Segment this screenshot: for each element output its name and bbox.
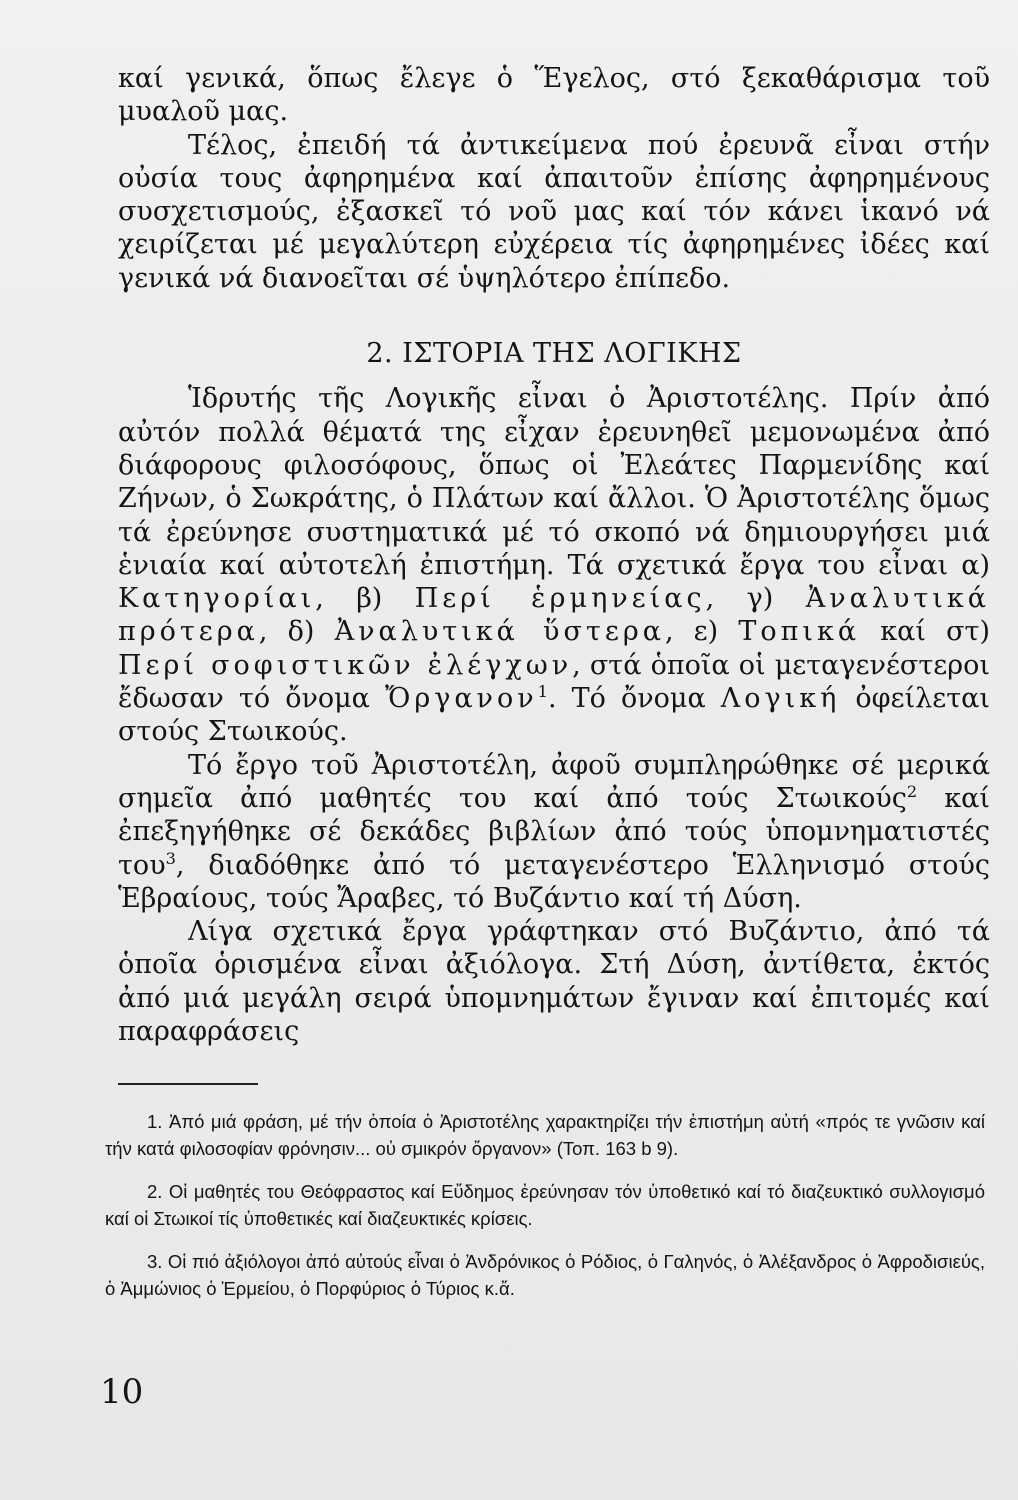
text: ὀφείλεται στούς Στωικούς. bbox=[118, 683, 990, 748]
paragraph-1: καί γενικά, ὅπως ἔλεγε ὁ Ἕγελος, στό ξεκαθάρισμα τοῦ μυαλοῦ μας. bbox=[118, 63, 990, 128]
footnote-ref: 3 bbox=[165, 848, 176, 868]
term: Λογική bbox=[720, 683, 841, 715]
text: , διαδόθηκε ἀπό τό μεταγενέστερο Ἑλληνισμό στούς Ἑβραίους, τούς Ἄραβες, τό Βυζάντιο καί τή Δύση. bbox=[118, 849, 990, 914]
footnote-1: 1. Ἀπό μιά φράση, μέ τήν ὁποία ὁ Ἀριστοτέλης χαρακτηρίζει τήν ἐπιστήμη αὐτή «πρός τε γνῶσιν καί τήν κατά φιλοσοφίαν φρόνησιν... οὐ σμικρόν ὄργανον» (Τοπ. 163 b 9). bbox=[105, 1111, 985, 1159]
footnote-2: 2. Οἱ μαθητές του Θεόφραστος καί Εὔδημος ἐρεύνησαν τόν ὑποθετικό καί τό διαζευκτικό συλλογισμό καί οἱ Στωικοί τίς ὑποθετικές καί διαζευκτικές κρίσεις. bbox=[105, 1181, 985, 1229]
footnote-ref: 1 bbox=[537, 682, 548, 702]
paragraph-3 bbox=[118, 382, 990, 748]
text: , β) bbox=[315, 583, 415, 615]
text: . Τό ὄνομα bbox=[547, 683, 721, 715]
paragraph-2: Τέλος, ἐπειδή τά ἀντικείμενα πού ἐρευνᾶ εἶναι στήν οὐσία τους ἀφηρημένα καί ἀπαιτοῦν ἐπίσης ἀφηρημένους συσχετισμούς, ἐξασκεῖ τό νοῦ μας καί τόν κάνει ἱκανό νά χειρίζεται μέ μεγαλύτερη εὐχέρεια τίς ἀφηρημένες ἰδέες καί γενικά νά διανοεῖται σέ ὑψηλότερο ἐπίπεδο. bbox=[118, 129, 990, 294]
work-title: Τοπικά bbox=[738, 616, 861, 648]
work-title: Ὄργανον bbox=[385, 683, 538, 715]
text: Τό ἔργο τοῦ Ἀριστοτέλη, ἀφοῦ συμπληρώθηκε σέ μερικά σημεῖα ἀπό μαθητές του καί ἀπό τούς Στωικούς bbox=[118, 749, 990, 814]
work-title: Κατηγορίαι bbox=[118, 583, 316, 615]
footnote-3: 3. Οἱ πιό ἀξιόλογοι ἀπό αὐτούς εἶναι ὁ Ἀνδρόνικος ὁ Ρόδιος, ὁ Γαληνός, ὁ Ἀλέξανδρος ὁ Ἀφροδισιεύς, ὁ Ἀμμώνιος ὁ Ἑρμείου, ὁ Πορφύριος ὁ Τύριος κ.ἄ. bbox=[105, 1251, 985, 1299]
text: , ε) bbox=[664, 616, 739, 648]
text: καί ἐπεξηγήθηκε σέ δεκάδες βιβλίων ἀπό τούς ὑπομνηματιστές του bbox=[118, 782, 991, 881]
paragraph-5: Λίγα σχετικά ἔργα γράφτηκαν στό Βυζάντιο, ἀπό τά ὁποῖα ὁρισμένα εἶναι ἀξιόλογα. Στή Δύση, ἀντίθετα, ἐκτός ἀπό μιά μεγάλη σειρά ὑπομνημάτων ἔγιναν καί ἐπιτομές καί παραφράσεις bbox=[118, 916, 990, 1048]
text: , στά ὁποῖα οἱ μεταγενέστεροι ἔδωσαν τό ὄνομα bbox=[118, 649, 990, 715]
paragraph-4 bbox=[118, 749, 990, 915]
text: Ἱδρυτής τῆς Λογικῆς εἶναι ὁ Ἀριστοτέλης. Πρίν ἀπό αὐτόν πολλά θέματά της εἶχαν ἐρευνηθεῖ μεμονωμένα ἀπό διάφορους φιλοσόφους, ὅπως οἱ Ἐλεάτες Παρμενίδης καί Ζήνων, ὁ Σωκράτης, ὁ Πλάτων καί ἄλλοι. Ὁ Ἀριστοτέλης ὅμως τά ἐρεύνησε συστηματικά μέ τό σκοπό νά δημιουργήσει μιά ἑνιαία καί αὐτοτελή ἐπιστήμη. Τά σχετικά ἔργα του εἶναι α) bbox=[118, 383, 990, 581]
text: καί στ) bbox=[860, 616, 990, 648]
footnote-ref: 2 bbox=[906, 781, 918, 801]
work-title: Ἀναλυτικά πρότερα bbox=[118, 583, 991, 648]
text: , γ) bbox=[705, 583, 806, 615]
main-text bbox=[118, 62, 990, 1048]
footnote-divider bbox=[118, 1083, 258, 1085]
work-title: Περί σοφιστικῶν ἐλέγχων bbox=[118, 649, 573, 681]
page-number: 10 bbox=[100, 1372, 144, 1412]
footnotes bbox=[105, 1108, 985, 1318]
text: , δ) bbox=[258, 616, 335, 648]
work-title: Περί ἑρμηνείας bbox=[414, 583, 706, 615]
work-title: Ἀναλυτικά ὕστερα bbox=[334, 616, 665, 648]
section-heading: 2. ΙΣΤΟΡΙΑ ΤΗΣ ΛΟΓΙΚΗΣ bbox=[366, 338, 742, 370]
